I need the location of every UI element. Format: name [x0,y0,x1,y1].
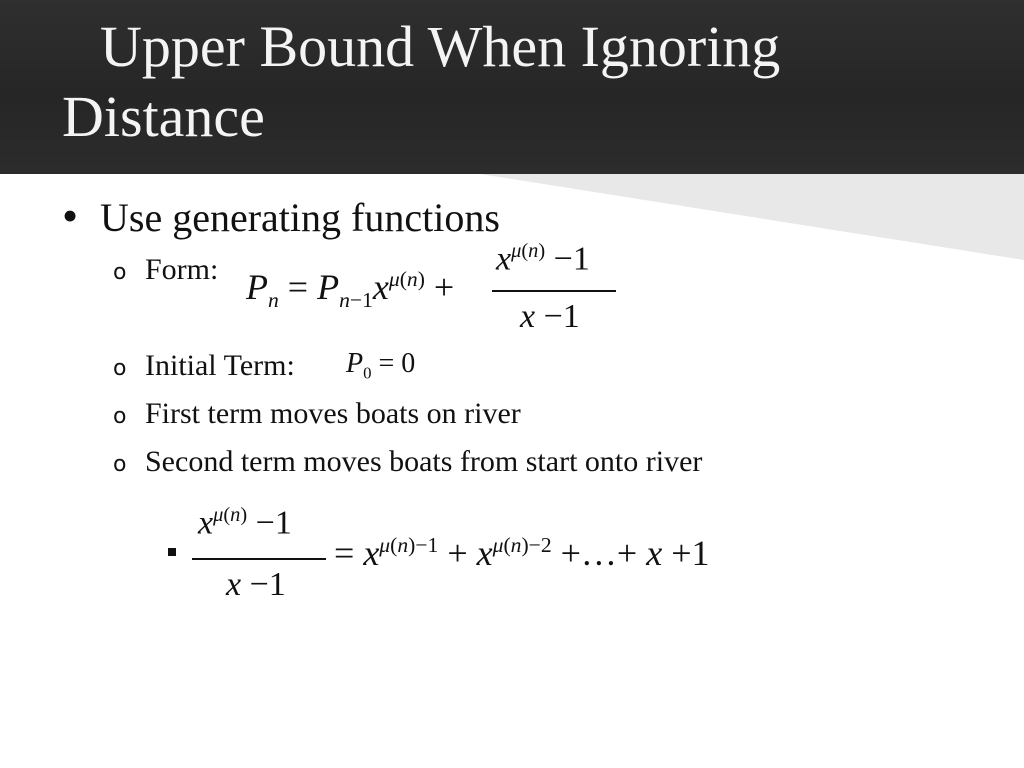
initial-term-equation: $P_0 = 0$ [346,348,416,383]
circle-bullet-icon: o [113,356,127,381]
subitem-first-term [113,394,521,437]
expansion-fraction: $x^{\mu(n)} -1$ x −1 [192,504,328,608]
form-equation-lhs: $P_n = P_{n-1}x^{\mu(n)}$ + [246,267,455,313]
bullet-dot-icon: • [62,190,79,241]
circle-bullet-icon: o [113,404,127,429]
subitem-label: Initial Term: [145,349,295,382]
subitem-label: First term moves boats on river [145,397,521,430]
subitem-label: Form: [145,253,219,286]
square-bullet-icon [168,548,176,556]
subitem-label: Second term moves boats from start onto river [145,445,703,478]
title-bar [0,0,1024,174]
slide-title: Upper Bound When Ignoring Distance [62,14,781,149]
subitem-second-term [113,442,702,485]
subitem-initial-term [113,346,295,389]
form-fraction: $x^{\mu(n)} -1$ x −1 [492,240,618,340]
circle-bullet-icon: o [113,260,127,285]
bullet-text: Use generating functions [100,195,500,240]
circle-bullet-icon: o [113,452,127,477]
expansion-rhs: = $x^{\mu(n)-1} + x^{\mu(n)-2}$ +…+ x +1 [334,533,710,573]
subitem-form [113,250,218,293]
